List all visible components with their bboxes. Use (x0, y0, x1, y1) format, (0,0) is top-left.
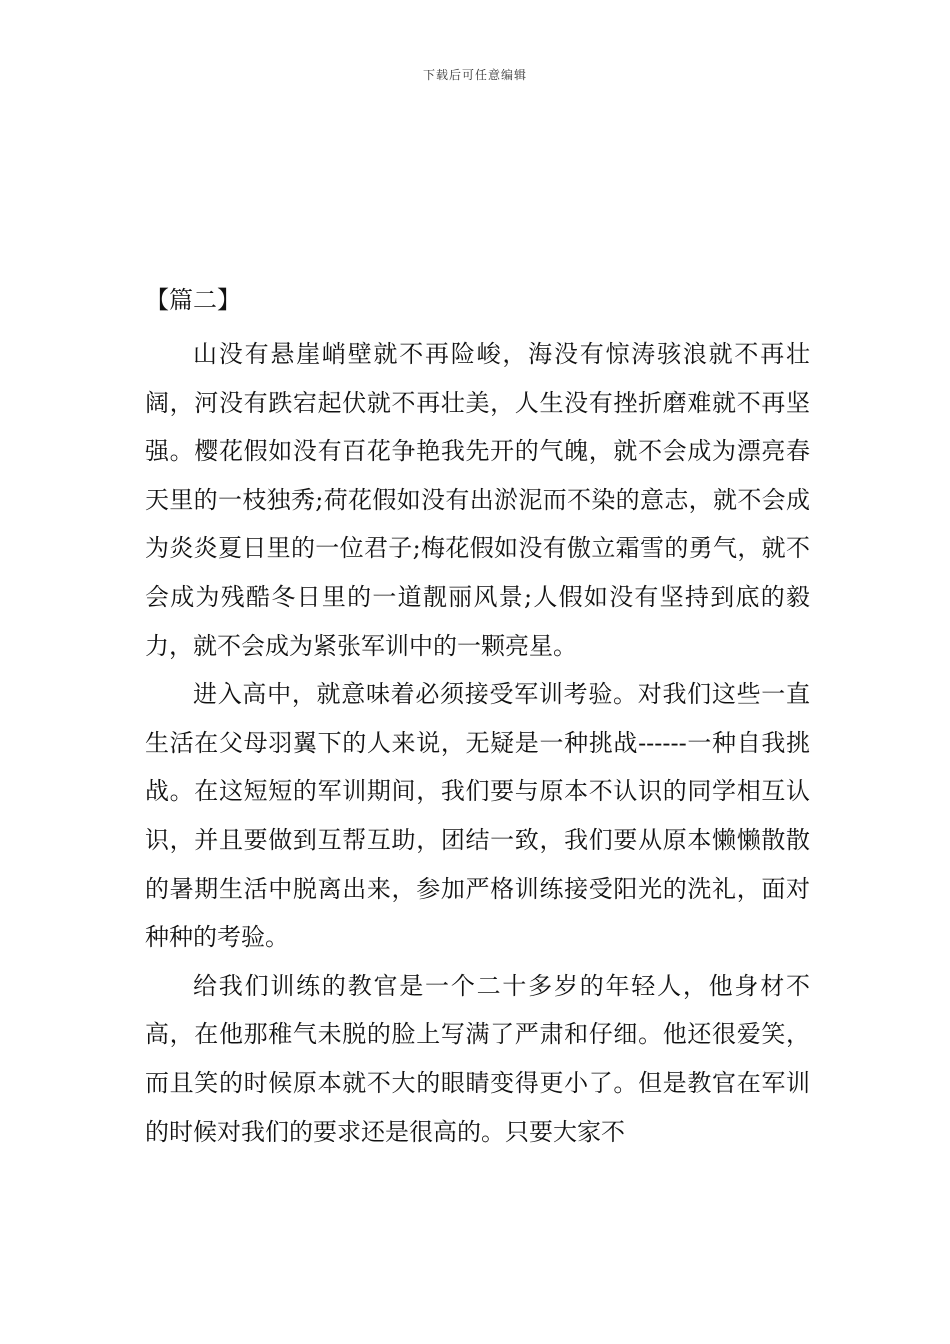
paragraph-2: 进入高中，就意味着必须接受军训考验。对我们这些一直生活在父母羽翼下的人来说，无疑是一种挑战------一种自我挑战。在这短短的军训期间，我们要与原本不认识的同学相互认识，并且要做到互帮互助，团结一致，我们要从原本懒懒散散的暑期生活中脱离出来，参加严格训练接受阳光的洗礼，面对种种的考验。 (145, 680, 810, 952)
paragraph-1: 山没有悬崖峭壁就不再险峻，海没有惊涛骇浪就不再壮阔，河没有跌宕起伏就不再壮美，人生没有挫折磨难就不再坚强。樱花假如没有百花争艳我先开的气魄，就不会成为漂亮春天里的一枝独秀;荷花假如没有出淤泥而不染的意志，就不会成为炎炎夏日里的一位君子;梅花假如没有傲立霜雪的勇气，就不会成为残酷冬日里的一道靓丽风景;人假如没有坚持到底的毅力，就不会成为紧张军训中的一颗亮星。 (145, 340, 810, 660)
document-body (145, 280, 810, 1156)
section-title: 【篇二】 (145, 286, 241, 314)
paragraph-3: 给我们训练的教官是一个二十多岁的年轻人，他身材不高，在他那稚气未脱的脸上写满了严肃和仔细。他还很爱笑，而且笑的时候原本就不大的眼睛变得更小了。但是教官在军训的时候对我们的要求还是很高的。只要大家不 (145, 971, 810, 1146)
page-header: 下载后可任意编辑 (422, 68, 527, 82)
